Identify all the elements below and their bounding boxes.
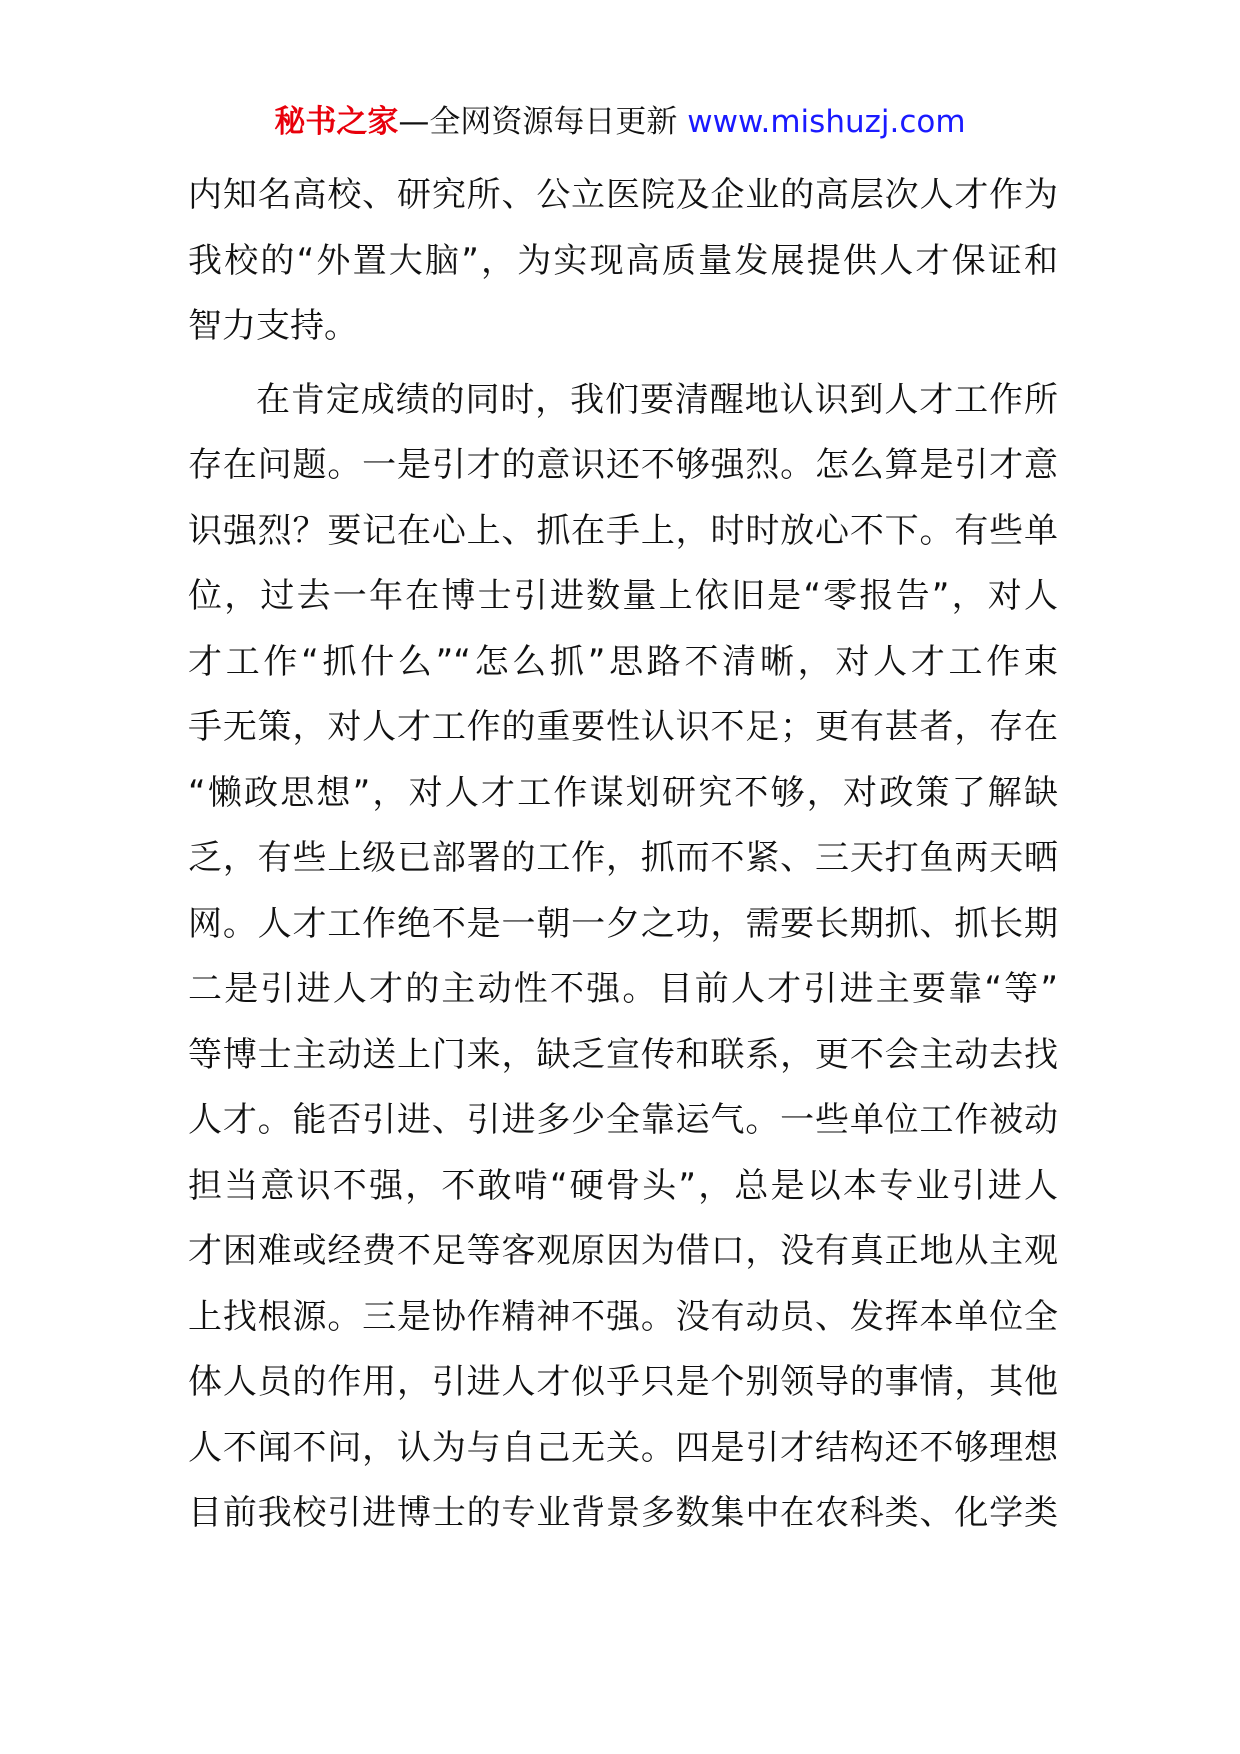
text-line: 才困难或经费不足等客观原因为借口，没有真正地从主观: [188, 1231, 1058, 1271]
text-line: 体人员的作用，引进人才似乎只是个别领导的事情，其他: [188, 1362, 1058, 1402]
text-line: 才工作“抓什么”“怎么抓”思路不清晰，对人才工作束: [188, 641, 1058, 682]
paragraph-1: [188, 163, 1058, 360]
text-line: 在肯定成绩的同时，我们要清醒地认识到人才工作所: [256, 379, 1058, 420]
text-line: 网。人才工作绝不是一朝一夕之功，需要长期抓、抓长期: [188, 903, 1058, 944]
text-line: 二是引进人才的主动性不强。目前人才引进主要靠“等”: [188, 969, 1058, 1009]
text-line: 乏，有些上级已部署的工作，抓而不紧、三天打鱼两天晒: [188, 838, 1058, 878]
text-line: 目前我校引进博士的专业背景多数集中在农科类、化学类: [188, 1493, 1058, 1533]
text-line: 人不闻不问，认为与自己无关。四是引才结构还不够理想: [188, 1427, 1058, 1468]
paragraph-spacer: [188, 360, 1058, 368]
text-line: 识强烈？要记在心上、抓在手上，时时放心不下。有些单: [188, 510, 1058, 551]
header-tagline: —全网资源每日更新: [398, 104, 688, 140]
brand-name: 秘书之家: [274, 104, 399, 140]
text-line: “懒政思想”，对人才工作谋划研究不够，对政策了解缺: [188, 772, 1058, 813]
text-line: 担当意识不强，不敢啃“硬骨头”，总是以本专业引进人: [188, 1165, 1058, 1206]
text-line: 等博士主动送上门来，缺乏宣传和联系，更不会主动去找: [188, 1034, 1058, 1075]
text-line: 上找根源。三是协作精神不强。没有动员、发挥本单位全: [188, 1296, 1058, 1337]
site-url-link[interactable]: www.mishuzj.com: [687, 104, 966, 140]
paragraph-2: [188, 368, 1058, 1547]
site-header: [0, 100, 1240, 144]
text-line: 人才。能否引进、引进多少全靠运气。一些单位工作被动: [188, 1100, 1058, 1140]
document-body: [188, 163, 1058, 1547]
text-line: 存在问题。一是引才的意识还不够强烈。怎么算是引才意: [188, 445, 1058, 485]
text-line: 内知名高校、研究所、公立医院及企业的高层次人才作为: [188, 175, 1058, 215]
text-line: 位，过去一年在博士引进数量上依旧是“零报告”，对人: [188, 576, 1058, 616]
text-line: 智力支持。: [188, 306, 358, 346]
text-line: 手无策，对人才工作的重要性认识不足；更有甚者，存在: [188, 707, 1058, 747]
text-line: 我校的“外置大脑”，为实现高质量发展提供人才保证和: [188, 240, 1058, 281]
